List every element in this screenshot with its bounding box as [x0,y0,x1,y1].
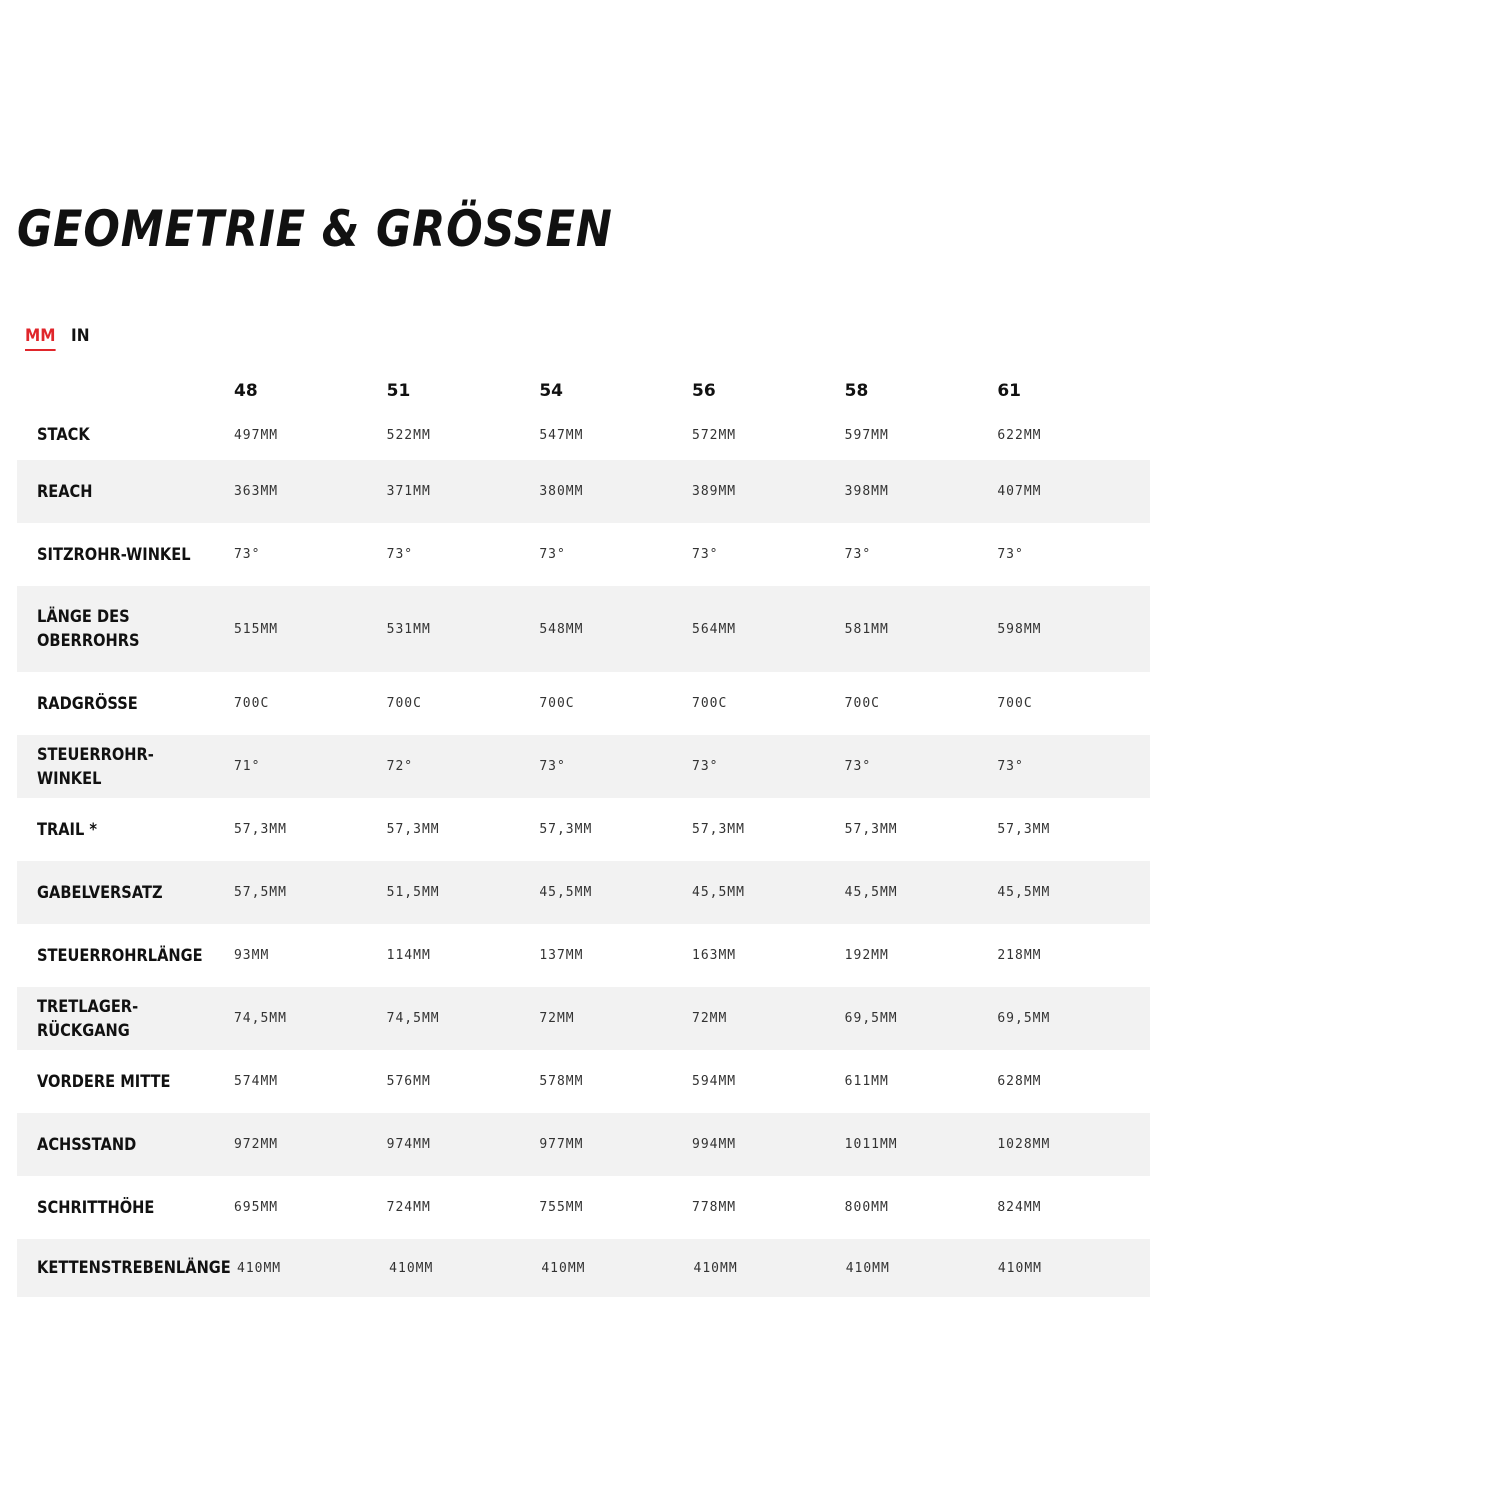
table-cell: 45,5MM [692,885,745,900]
table-cell: 73° [997,759,1024,774]
table-cell: 57,5MM [233,885,287,900]
table-cell: 410MM [845,1260,890,1276]
table-cell: 977MM [539,1137,584,1152]
table-cell: 74,5MM [233,1011,287,1026]
table-row [17,861,1150,924]
geometry-table [17,372,1150,1297]
row-label [17,480,234,504]
table-header-row [17,372,1150,410]
row-label-text: SCHRITTHÖHE [37,1197,155,1218]
table-cell: 73° [997,547,1024,562]
table-cell: 69,5MM [844,1011,898,1026]
table-cell: 93MM [233,948,270,963]
table-cell: 531MM [386,621,431,637]
table-cell: 994MM [692,1137,737,1152]
table-cell: 547MM [539,427,584,443]
table-row [17,1239,1150,1297]
table-cell: 700C [386,696,422,711]
table-row [17,460,1150,523]
table-cell: 73° [539,759,566,774]
row-label-text: LÄNGE DES OBERROHRS [37,607,140,651]
row-label [17,818,234,842]
row-label [17,944,234,968]
table-cell: 137MM [539,948,584,963]
table-cell: 57,3MM [844,822,898,837]
table-cell: 572MM [692,427,737,443]
row-label-text: ACHSSTAND [37,1134,137,1155]
table-row [17,987,1150,1050]
row-label-text: TRAIL * [37,819,98,840]
table-cell: 564MM [692,621,737,637]
row-label [17,605,234,653]
table-cell: 700C [692,696,728,711]
row-label-text: TRETLAGER-RÜCKGANG [37,996,139,1041]
table-cell: 410MM [997,1260,1042,1276]
table-row [17,672,1150,735]
size-header-cell: 56 [692,381,716,401]
table-cell: 72° [386,759,414,774]
table-cell: 73° [844,547,872,562]
table-row [17,924,1150,987]
table-cell: 700C [233,696,270,711]
table-cell: 363MM [233,484,279,499]
table-cell: 576MM [386,1074,431,1089]
table-cell: 380MM [539,484,584,499]
row-label-text: REACH [37,481,93,502]
table-cell: 57,3MM [539,822,593,837]
table-cell: 1028MM [997,1137,1051,1152]
row-label [17,543,234,567]
table-cell: 57,3MM [692,822,745,837]
size-header-cell: 51 [386,381,411,401]
table-cell: 410MM [693,1260,738,1276]
table-cell: 522MM [386,427,431,443]
table-cell: 45,5MM [539,885,593,900]
table-cell: 515MM [233,621,279,637]
table-cell: 71° [233,759,261,774]
table-cell: 73° [539,547,566,562]
table-cell: 972MM [233,1137,279,1152]
table-row [17,1050,1150,1113]
table-cell: 581MM [844,621,889,637]
table-cell: 73° [233,547,261,562]
table-row [17,410,1150,460]
table-cell: 824MM [997,1200,1042,1215]
table-cell: 594MM [692,1074,737,1089]
row-label-text: SITZROHR-WINKEL [37,544,191,565]
table-cell: 45,5MM [844,885,898,900]
table-cell: 218MM [997,948,1042,963]
row-label [17,743,234,791]
table-cell: 73° [386,547,414,562]
row-label-text: STACK [37,425,90,445]
table-cell: 57,3MM [997,822,1051,837]
table-cell: 57,3MM [233,822,287,837]
table-cell: 51,5MM [386,885,440,900]
table-cell: 410MM [541,1260,586,1276]
table-cell: 700C [539,696,575,711]
table-cell: 778MM [692,1200,737,1215]
table-cell: 45,5MM [997,885,1051,900]
row-label [17,1070,234,1094]
table-cell: 700C [997,696,1033,711]
table-cell: 410MM [237,1260,282,1276]
row-label-text: STEUERROHRLÄNGE [37,945,203,966]
table-cell: 192MM [844,948,889,963]
table-cell: 628MM [997,1074,1042,1089]
table-cell: 622MM [997,427,1042,443]
row-label [17,1256,237,1280]
row-label [17,995,234,1043]
row-label [17,423,234,447]
table-row [17,1176,1150,1239]
table-cell: 72MM [539,1011,575,1026]
table-cell: 398MM [844,484,889,499]
table-cell: 73° [692,759,719,774]
row-label [17,1196,234,1220]
row-label [17,692,234,716]
table-cell: 371MM [386,484,431,499]
unit-mm-button[interactable]: MM [25,326,55,351]
row-label-text: STEUERROHR-WINKEL [37,744,154,789]
table-cell: 695MM [233,1200,279,1215]
size-header-cell: 61 [997,381,1022,401]
row-label [17,881,234,905]
table-cell: 407MM [997,484,1042,499]
size-header-cell: 48 [233,381,258,401]
size-header-cell: 58 [844,381,869,401]
table-cell: 548MM [539,621,584,637]
table-cell: 755MM [539,1200,584,1215]
table-cell: 597MM [844,427,889,443]
table-cell: 410MM [389,1260,434,1276]
table-row [17,1113,1150,1176]
table-row [17,586,1150,672]
table-row [17,523,1150,586]
table-cell: 611MM [844,1074,889,1089]
table-cell: 57,3MM [386,822,440,837]
table-cell: 800MM [844,1200,889,1215]
table-row [17,798,1150,861]
table-cell: 700C [844,696,880,711]
row-label-text: RADGRÖSSE [37,693,138,714]
row-label [17,1133,234,1157]
size-header-cell: 54 [539,381,563,401]
table-cell: 163MM [692,948,737,963]
table-cell: 578MM [539,1074,584,1089]
table-cell: 497MM [233,427,279,443]
table-cell: 114MM [386,948,431,963]
page-title: GEOMETRIE & GRÖSSEN [17,200,613,258]
table-cell: 74,5MM [386,1011,440,1026]
table-cell: 974MM [386,1137,431,1152]
table-cell: 73° [692,547,719,562]
unit-in-button[interactable]: IN [70,326,90,346]
table-cell: 1011MM [844,1137,898,1152]
table-row [17,735,1150,798]
table-cell: 574MM [233,1074,279,1089]
table-cell: 73° [844,759,872,774]
table-cell: 72MM [692,1011,728,1026]
row-label-text: KETTENSTREBENLÄNGE [37,1258,231,1278]
row-label-text: GABELVERSATZ [37,882,163,903]
table-cell: 724MM [386,1200,431,1215]
table-cell: 69,5MM [997,1011,1051,1026]
table-body [17,410,1150,1297]
row-label-text: VORDERE MITTE [37,1071,171,1092]
unit-toggle [25,326,91,351]
table-cell: 389MM [692,484,737,499]
table-cell: 598MM [997,621,1042,637]
